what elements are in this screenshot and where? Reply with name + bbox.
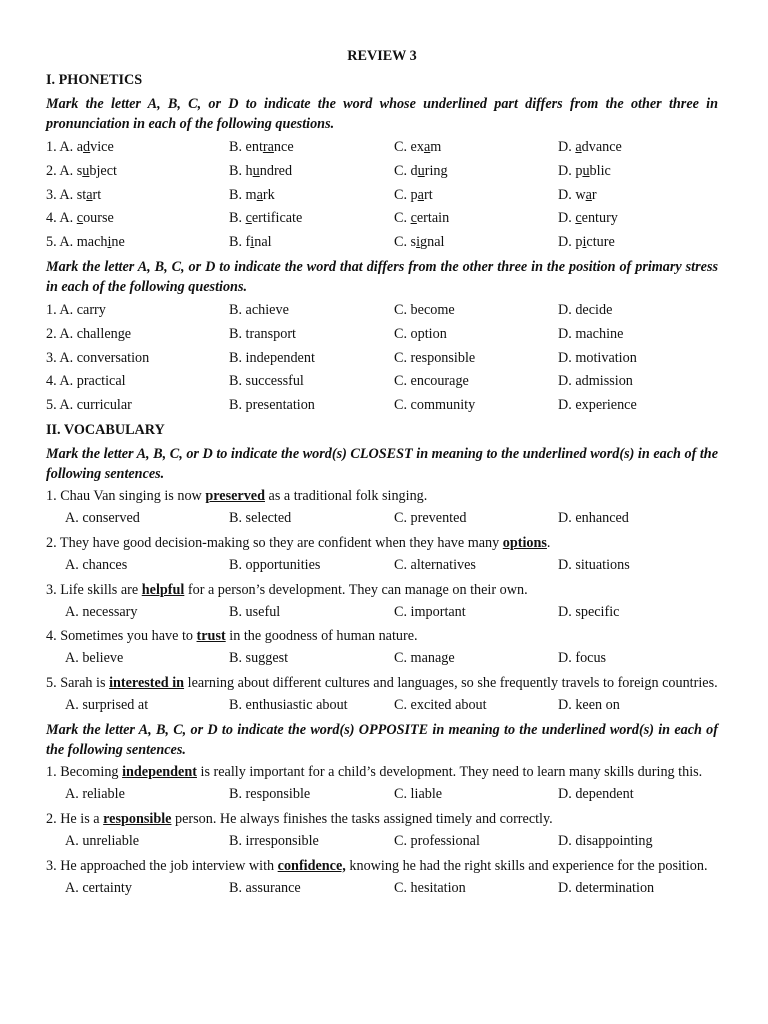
underlined-keyword: responsible xyxy=(103,810,172,827)
underlined-part: a xyxy=(585,186,592,203)
closest-question: 5. Sarah is interested in learning about different cultures and languages, so she frequently travels to foreign countries. xyxy=(46,675,718,692)
underlined-part: c xyxy=(575,210,582,227)
pronunciation-questions xyxy=(46,136,718,255)
answer-option: C. exam xyxy=(394,139,442,155)
underlined-part: a xyxy=(86,186,93,203)
answer-option: A. necessary xyxy=(65,603,138,620)
answer-option: D. enhanced xyxy=(558,509,629,526)
underlined-part: i xyxy=(416,234,421,251)
answer-option: C. during xyxy=(394,162,448,179)
answer-option: A. certainty xyxy=(65,879,132,896)
worksheet-page xyxy=(46,44,718,900)
closest-question: 1. Chau Van singing is now preserved as a traditional folk singing. xyxy=(46,487,428,504)
pronunciation-question-row xyxy=(46,231,718,255)
answer-option: B. hundred xyxy=(229,162,293,179)
answer-option: A. chances xyxy=(65,556,128,573)
answer-option: A. reliable xyxy=(65,785,125,802)
answer-option: C. prevented xyxy=(394,509,467,526)
stress-questions xyxy=(46,299,718,418)
opposite-options xyxy=(46,830,718,854)
underlined-part: d xyxy=(83,139,91,155)
closest-question: 3. Life skills are helpful for a person’s development. They can manage on their own. xyxy=(46,581,528,598)
answer-option: 2. A. challenge xyxy=(46,325,132,342)
answer-option: D. war xyxy=(558,186,597,203)
answer-option: D. determination xyxy=(558,879,655,896)
stress-instruction: Mark the letter A, B, C, or D to indicate the word that differs from the other three in the position of primary stress in each of the following questions. xyxy=(46,258,718,295)
underlined-part: c xyxy=(245,210,252,227)
stress-question-row xyxy=(46,394,718,418)
answer-option: C. alternatives xyxy=(394,556,476,573)
answer-option: D. advance xyxy=(558,139,622,155)
underlined-part: i xyxy=(582,234,587,251)
underlined-keyword: confidence, xyxy=(277,857,346,874)
answer-option: B. entrance xyxy=(229,139,294,155)
opposite-questions xyxy=(46,762,718,900)
opposite-options xyxy=(46,877,718,901)
answer-option: D. machine xyxy=(558,325,624,342)
closest-instruction: Mark the letter A, B, C, or D to indicate the word(s) CLOSEST in meaning to the underlined word(s) in each of the following sentences. xyxy=(46,445,718,482)
answer-option: B. irresponsible xyxy=(229,832,319,849)
answer-option: D. decide xyxy=(558,301,613,318)
underlined-part: ra xyxy=(262,139,274,155)
closest-question: 4. Sometimes you have to trust in the goodness of human nature. xyxy=(46,628,418,645)
answer-option: C. liable xyxy=(394,785,443,802)
underlined-part: a xyxy=(423,139,431,155)
answer-option: A. unreliable xyxy=(65,832,140,849)
answer-option: B. presentation xyxy=(229,397,315,414)
closest-options xyxy=(46,601,718,625)
answer-option: D. situations xyxy=(558,556,630,573)
underlined-keyword: independent xyxy=(122,763,197,780)
closest-options xyxy=(46,554,718,578)
section-heading-phonetics: I. PHONETICS xyxy=(46,72,143,88)
answer-option: B. useful xyxy=(229,603,281,620)
answer-option: D. focus xyxy=(558,650,607,667)
answer-option: A. surprised at xyxy=(65,697,149,714)
answer-option: 3. A. conversation xyxy=(46,349,150,366)
closest-question: 2. They have good decision-making so they are confident when they have many options. xyxy=(46,534,551,551)
underlined-part: u xyxy=(417,162,425,179)
closest-questions xyxy=(46,486,718,718)
answer-option: 3. A. start xyxy=(46,186,102,203)
closest-options xyxy=(46,507,718,531)
stress-question-row xyxy=(46,370,718,394)
underlined-part: a xyxy=(575,139,582,155)
answer-option: C. become xyxy=(394,301,455,318)
answer-option: C. manage xyxy=(394,650,455,667)
underlined-part: u xyxy=(582,162,590,179)
answer-option: 1. A. carry xyxy=(46,301,106,318)
opposite-question: 1. Becoming independent is really important for a child’s development. They need to learn many skills during this. xyxy=(46,763,703,780)
answer-option: D. dependent xyxy=(558,785,634,802)
underlined-part: a xyxy=(256,186,263,203)
answer-option: B. assurance xyxy=(229,879,301,896)
answer-option: B. responsible xyxy=(229,785,311,802)
answer-option: B. final xyxy=(229,234,272,251)
opposite-question: 2. He is a responsible person. He always finishes the tasks assigned timely and correctly. xyxy=(46,810,553,827)
answer-option: 4. A. course xyxy=(46,210,114,227)
stress-question-row xyxy=(46,323,718,347)
pronunciation-question-row xyxy=(46,207,718,231)
answer-option: D. motivation xyxy=(558,349,637,366)
answer-option: B. mark xyxy=(229,186,275,203)
opposite-options xyxy=(46,783,718,807)
underlined-keyword: trust xyxy=(196,628,226,645)
pronunciation-question-row xyxy=(46,160,718,184)
answer-option: D. disappointing xyxy=(558,832,653,849)
answer-option: 5. A. machine xyxy=(46,234,125,251)
opposite-question: 3. He approached the job interview with confidence, knowing he had the right skills and experience for the position. xyxy=(46,857,708,874)
answer-option: C. responsible xyxy=(394,349,476,366)
pronunciation-question-row xyxy=(46,136,718,160)
opposite-instruction: Mark the letter A, B, C, or D to indicate the word(s) OPPOSITE in meaning to the underlined word(s) in each of the following sentences. xyxy=(46,721,718,758)
answer-option: D. keen on xyxy=(558,697,620,714)
underlined-keyword: helpful xyxy=(141,581,185,598)
underlined-part: u xyxy=(252,162,260,179)
answer-option: B. achieve xyxy=(229,301,289,318)
answer-option: C. excited about xyxy=(394,697,487,714)
answer-option: D. specific xyxy=(558,603,620,620)
answer-option: B. suggest xyxy=(229,650,289,667)
answer-option: A. conserved xyxy=(65,509,140,526)
answer-option: B. independent xyxy=(229,349,315,366)
answer-option: C. certain xyxy=(394,210,450,227)
answer-option: B. successful xyxy=(229,373,304,390)
answer-option: B. certificate xyxy=(229,210,303,227)
answer-option: C. option xyxy=(394,325,447,342)
pronunciation-question-row xyxy=(46,184,718,208)
answer-option: B. selected xyxy=(229,509,292,526)
answer-option: D. picture xyxy=(558,234,615,251)
section-heading-vocabulary: II. VOCABULARY xyxy=(46,421,165,438)
answer-option: D. admission xyxy=(558,373,633,390)
answer-option: B. opportunities xyxy=(229,556,321,573)
answer-option: C. important xyxy=(394,603,466,620)
closest-options xyxy=(46,647,718,671)
answer-option: B. enthusiastic about xyxy=(229,697,348,714)
pronunciation-instruction: Mark the letter A, B, C, or D to indicate the word whose underlined part differs from the other three in pronunciation in each of the following questions. xyxy=(46,96,718,132)
answer-option: D. century xyxy=(558,210,618,227)
underlined-part: i xyxy=(250,234,255,251)
page-title: REVIEW 3 xyxy=(347,48,417,64)
underlined-keyword: interested in xyxy=(109,675,185,692)
answer-option: 5. A. curricular xyxy=(46,397,132,414)
answer-option: B. transport xyxy=(229,325,296,342)
underlined-part: i xyxy=(107,234,112,251)
answer-option: 2. A. subject xyxy=(46,162,117,179)
answer-option: C. part xyxy=(394,186,433,203)
underlined-part: a xyxy=(417,186,424,203)
answer-option: A. believe xyxy=(65,650,124,667)
answer-option: C. signal xyxy=(394,234,445,251)
answer-option: C. encourage xyxy=(394,373,469,390)
answer-option: D. experience xyxy=(558,397,637,414)
answer-option: 1. A. advice xyxy=(46,139,114,155)
underlined-keyword: options xyxy=(502,534,547,551)
underlined-part: c xyxy=(410,210,417,227)
underlined-part: c xyxy=(76,210,84,227)
stress-question-row xyxy=(46,299,718,323)
underlined-keyword: preserved xyxy=(205,487,265,504)
answer-option: C. community xyxy=(394,397,476,414)
stress-question-row xyxy=(46,347,718,371)
answer-option: 4. A. practical xyxy=(46,373,126,390)
answer-option: D. public xyxy=(558,162,611,179)
underlined-part: u xyxy=(82,162,90,179)
answer-option: C. hesitation xyxy=(394,879,466,896)
answer-option: C. professional xyxy=(394,832,480,849)
closest-options xyxy=(46,694,718,718)
